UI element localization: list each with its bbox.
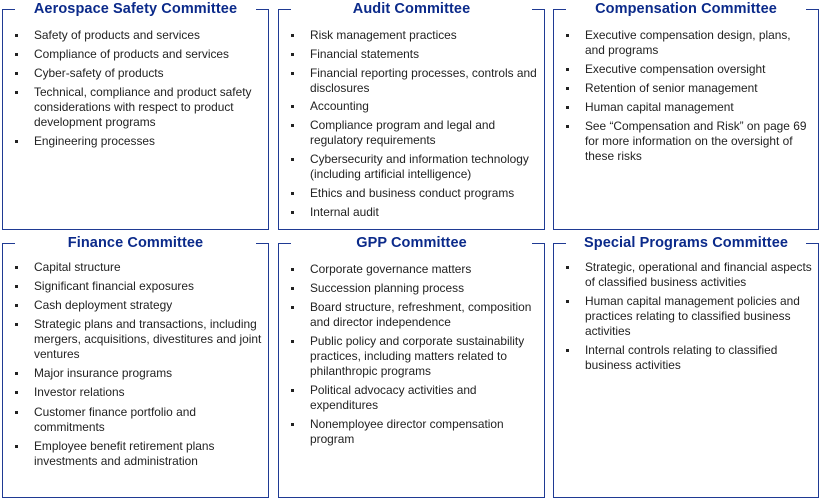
list-item: Internal audit — [289, 205, 538, 220]
list-item: Significant financial exposures — [13, 279, 262, 294]
list-item: Safety of products and services — [13, 28, 262, 43]
committee-title: Special Programs Committee — [578, 234, 794, 252]
list-item: Succession planning process — [289, 281, 538, 296]
list-item: Strategic plans and transactions, including mergers, acquisitions, divestitures and joint ventures — [13, 317, 262, 362]
list-item: Internal controls relating to classified business activities — [564, 343, 812, 373]
list-item: Accounting — [289, 99, 538, 114]
list-item: Capital structure — [13, 260, 262, 275]
list-item: Strategic, operational and financial aspects of classified business activities — [564, 260, 812, 290]
list-item: Board structure, refreshment, composition and director independence — [289, 300, 538, 330]
committee-title: GPP Committee — [350, 234, 473, 252]
committee-title: Aerospace Safety Committee — [28, 0, 243, 18]
list-item: Executive compensation design, plans, and programs — [564, 28, 812, 58]
committee-card-compensation — [553, 1, 819, 230]
committee-card-special-programs — [553, 235, 819, 498]
list-item: Employee benefit retirement plans investments and administration — [13, 439, 262, 469]
list-item: Human capital management — [564, 100, 812, 115]
committee-card-finance — [2, 235, 269, 498]
list-item: Retention of senior management — [564, 81, 812, 96]
list-item: Executive compensation oversight — [564, 62, 812, 77]
committee-responsibilities-list — [289, 262, 538, 452]
list-item: Ethics and business conduct programs — [289, 186, 538, 201]
list-item: Financial reporting processes, controls and disclosures — [289, 66, 538, 96]
list-item: Corporate governance matters — [289, 262, 538, 277]
committee-title: Compensation Committee — [589, 0, 783, 18]
list-item: Financial statements — [289, 47, 538, 62]
list-item: Cybersecurity and information technology (including artificial intelligence) — [289, 152, 538, 182]
committee-responsibilities-list — [289, 28, 538, 223]
list-item: Compliance program and legal and regulatory requirements — [289, 118, 538, 148]
committee-card-aerospace-safety — [2, 1, 269, 230]
committee-title: Finance Committee — [62, 234, 209, 252]
list-item: Customer finance portfolio and commitments — [13, 405, 262, 435]
list-item: Human capital management policies and practices relating to classified business activities — [564, 294, 812, 339]
list-item: Engineering processes — [13, 134, 262, 149]
list-item: Public policy and corporate sustainability practices, including matters related to philanthropic programs — [289, 334, 538, 379]
committee-responsibilities-list — [564, 260, 812, 377]
committee-title: Audit Committee — [347, 0, 477, 18]
list-item: Investor relations — [13, 385, 262, 400]
list-item: See “Compensation and Risk” on page 69 for more information on the oversight of these risks — [564, 119, 812, 164]
list-item: Nonemployee director compensation program — [289, 417, 538, 447]
list-item: Cyber-safety of products — [13, 66, 262, 81]
committee-card-audit — [278, 1, 545, 230]
list-item: Technical, compliance and product safety considerations with respect to product development programs — [13, 85, 262, 130]
list-item: Major insurance programs — [13, 366, 262, 381]
list-item: Compliance of products and services — [13, 47, 262, 62]
committee-responsibilities-list — [13, 28, 262, 153]
committee-responsibilities-list — [13, 260, 262, 473]
list-item: Cash deployment strategy — [13, 298, 262, 313]
list-item: Political advocacy activities and expenditures — [289, 383, 538, 413]
committee-card-gpp — [278, 235, 545, 498]
committee-responsibilities-list — [564, 28, 812, 168]
list-item: Risk management practices — [289, 28, 538, 43]
